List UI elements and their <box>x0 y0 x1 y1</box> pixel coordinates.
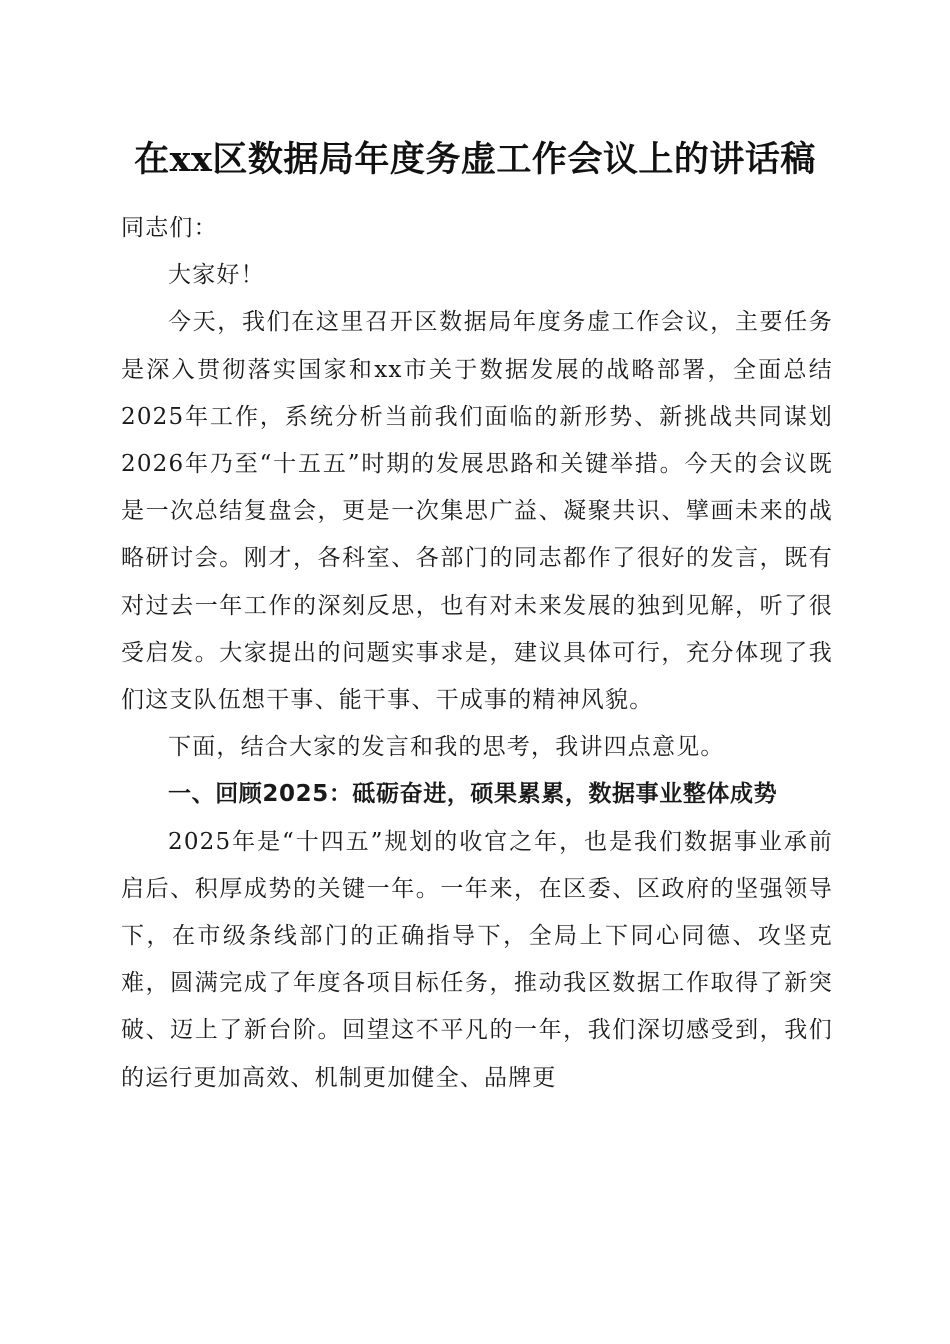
document-title: 在xx区数据局年度务虚工作会议上的讲话稿 <box>134 139 816 180</box>
salutation: 同志们： <box>121 215 218 241</box>
paragraph-review-2025: 2025年是“十四五”规划的收官之年，也是我们数据事业承前启后、积厚成势的关键一年。一年来，在区委、区政府的坚强领导下，在市级条线部门的正确指导下，全局上下同心同德、攻坚克难，圆满完成了年度各项目标任务，推动我区数据工作取得了新突破、迈上了新台阶。回望这不平凡的一年，我们深切感受到，我们的运行更加高效、机制更加健全、品牌更 <box>121 828 833 1091</box>
paragraph-opening: 今天，我们在这里召开区数据局年度务虚工作会议，主要任务是深入贯彻落实国家和xx市关于数据发展的战略部署，全面总结2025年工作，系统分析当前我们面临的新形势、新挑战共同谋划2026年乃至“十五五”时期的发展思路和关键举措。今天的会议既是一次总结复盘会，更是一次集思广益、凝聚共识、擘画未来的战略研讨会。刚才，各科室、各部门的同志都作了很好的发言，既有对过去一年工作的深刻反思，也有对未来发展的独到见解，听了很受启发。大家提出的问题实事求是，建议具体可行，充分体现了我们这支队伍想干事、能干事、干成事的精神风貌。 <box>121 309 833 714</box>
document-body <box>121 205 833 1102</box>
section-heading-1: 一、回顾2025：砥砺奋进，硕果累累，数据事业整体成势 <box>168 781 778 808</box>
paragraph-transition: 下面，结合大家的发言和我的思考，我讲四点意见。 <box>168 734 725 761</box>
greeting: 大家好！ <box>168 262 265 289</box>
